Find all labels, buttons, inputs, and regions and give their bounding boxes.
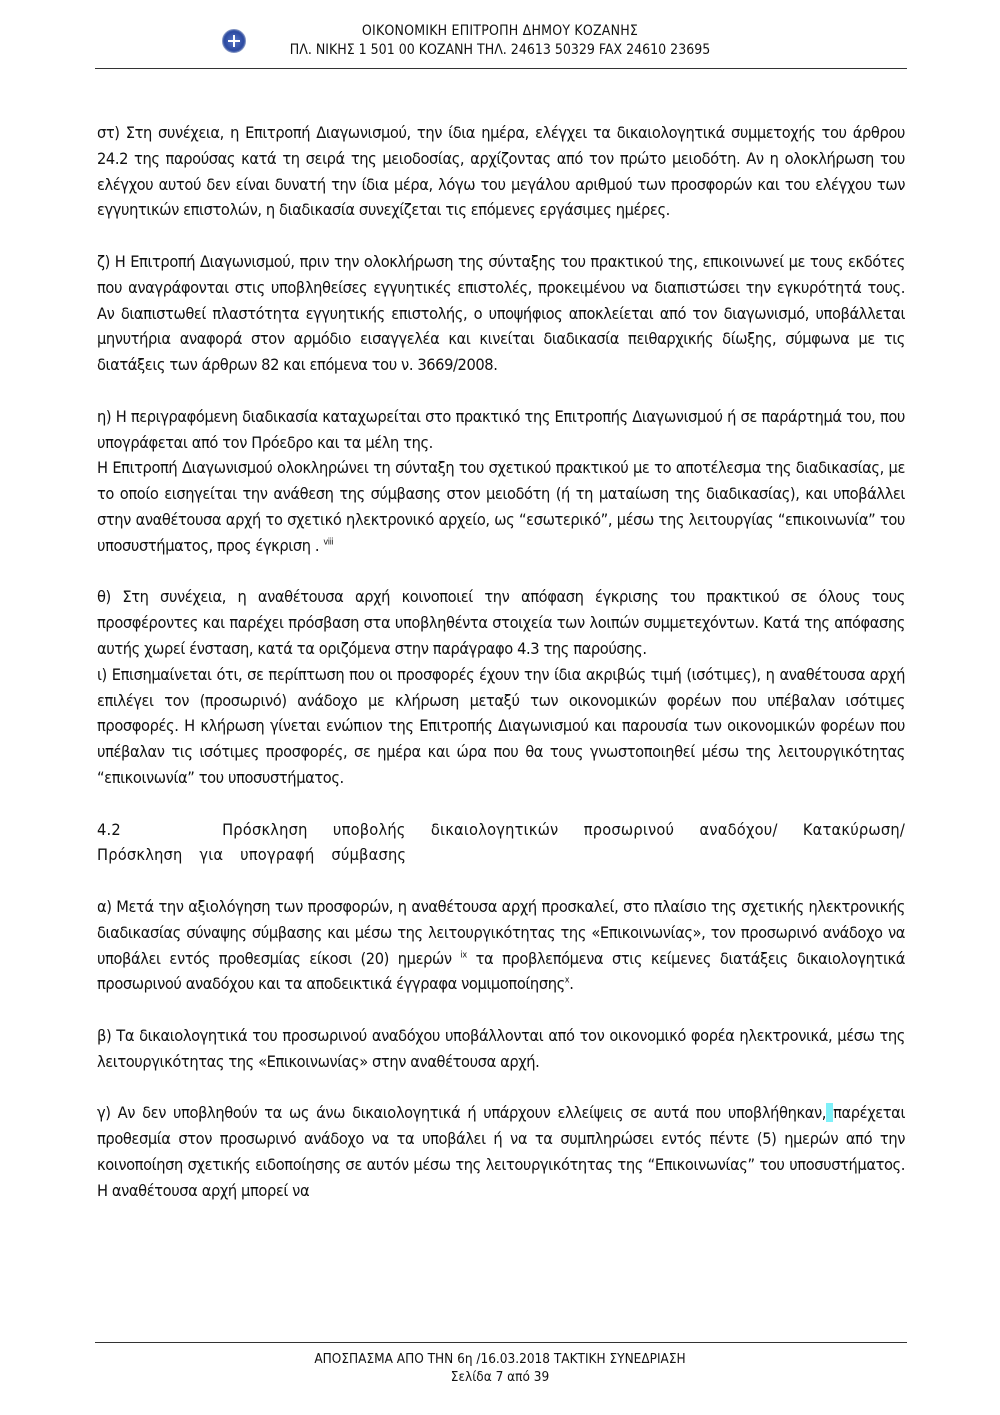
paragraph-th: θ) Στη συνέχεια, η αναθέτουσα αρχή κοινοποιεί την απόφαση έγκρισης του πρακτικού σε όλους τους προσφέροντες και παρέχει πρόσβαση στα υποβληθέντα στοιχεία των λοιπών συμμετεχόντων. Κατά της απόφασης αυτής χωρεί ένσταση, κατά τα οριζόμενα στην παράγραφο 4.3 της παρούσης. — [97, 587, 905, 658]
section-heading — [97, 817, 905, 869]
document-body — [97, 120, 905, 1203]
page-number: Σελίδα 7 από 39 — [450, 1369, 550, 1385]
paragraph-z: ζ) Η Επιτροπή Διαγωνισμού, πριν την ολοκλήρωση της σύνταξης του πρακτικού της, επικοινωνεί με τους εκδότες που αναγράφονται στις υποβληθείσες εγγυητικές επιστολές, προκειμένου να διαπιστώσει την εγκυρότητά τους. Αν διαπιστωθεί πλαστότητα εγγυητικής επιστολής, ο υποψήφιος αποκλείεται από τον διαγωνισμό, υποβάλλεται μηνυτήρια αναφορά στον αρμόδιο εισαγγελέα και κινείται διαδικασία πειθαρχικής δίωξης, σύμφωνα με τις διατάξεις των άρθρων 82 και επόμενα του ν. 3669/2008. — [97, 251, 905, 375]
header-organization: ΟΙΚΟΝΟΜΙΚΗ ΕΠΙΤΡΟΠΗ ΔΗΜΟΥ ΚΟΖΑΝΗΣ — [361, 23, 639, 39]
paragraph-i: ι) Επισημαίνεται ότι, σε περίπτωση που οι προσφορές έχουν την ίδια ακριβώς τιμή (ισότιμες), η αναθέτουσα αρχή επιλέγει τον (προσωρινό) ανάδοχο με κλήρωση μεταξύ των οικονομικών φορέων που υπέβαλαν ισότιμες προσφορές. Η κλήρωση γίνεται ενώπιον της Επιτροπής Διαγωνισμού και παρουσία των οικονομικών φορέων που υπέβαλαν τις ισότιμες προσφορές, σε ημέρα και ώρα που θα τους γνωστοποιηθεί μέσω της λειτουργικότητας “επικοινωνία” του υποσυστήματος. — [97, 664, 905, 787]
paragraph-st: στ) Στη συνέχεια, η Επιτροπή Διαγωνισμού, την ίδια ημέρα, ελέγχει τα δικαιολογητικά συμμετοχής του άρθρου 24.2 της παρούσας κατά τη σειρά της μειοδοσίας, αρχίζοντας από τον πρώτο μειοδότη. Αν η ολοκλήρωση του ελέγχου αυτού δεν είναι δυνατή την ίδια μέρα, λόγω του μεγάλου αριθμού των προσφορών και του ελέγχου των εγγυητικών επιστολών, η διαδικασία συνεχίζεται τις επόμενες εργάσιμες ημέρες. — [97, 123, 905, 220]
paragraph-g: γ) Αν δεν υποβληθούν τα ως άνω δικαιολογητικά ή υπάρχουν ελλείψεις σε αυτά που υποβλήθηκαν, παρέχεται προθεσμία στον προσωρινό ανάδοχο να τα υποβάλει ή να τα συμπληρώσει εντός πέντε (5) ημερών από την κοινοποίηση σχετικής ειδοποίησης σε αυτόν μέσω της λειτουργικότητας της “Επικοινωνίας” του υποσυστήματος. Η αναθέτουσα αρχή μπορεί να — [97, 1103, 905, 1200]
footer-meeting-info: ΑΠΟΣΠΑΣΜΑ ΑΠΟ ΤΗΝ 6η /16.03.2018 ΤΑΚΤΙΚΗ ΣΥΝΕΔΡΙΑΣΗ — [314, 1351, 686, 1367]
endnote-ref[interactable]: ix — [460, 950, 467, 961]
paragraph-b: β) Τα δικαιολογητικά του προσωρινού αναδόχου υποβάλλονται από τον οικονομικό φορέα ηλεκτρονικά, μέσω της λειτουργικότητας της «Επικοινωνίας» στην αναθέτουσα αρχή. — [97, 1025, 905, 1071]
paragraph-h1: η) Η περιγραφόμενη διαδικασία καταχωρείται στο πρακτικό της Επιτροπής Διαγωνισμού ή σε παράρτημά του, που υπογράφεται από τον Πρόεδρο και τα μέλη της. — [97, 406, 905, 452]
endnote-ref[interactable]: x — [564, 975, 570, 986]
header-address: ΠΛ. ΝΙΚΗΣ 1 501 00 ΚΟΖΑΝΗ ΤΗΛ. 24613 50329 FAX 24610 23695 — [289, 42, 711, 58]
section-number: 4.2 — [97, 819, 121, 839]
paragraph-a: α) Μετά την αξιολόγηση των προσφορών, η αναθέτουσα αρχή προσκαλεί, στο πλαίσιο της σχετικής ηλεκτρονικής διαδικασίας σύναψης σύμβασης και μέσω της λειτουργικότητας της «Επικοινωνίας», τον προσωρινό ανάδοχο να υποβάλει εντός προθεσμίας είκοσι (20) ημερών $^{ix}$ τα προβλεπόμενα στις κείμενες διατάξεις δικαιολογητικά προσωρινού αναδόχου και τα αποδεικτικά έγγραφα νομιμοποίησης$^x$. — [97, 896, 905, 994]
paragraph-h2: Η Επιτροπή Διαγωνισμού ολοκληρώνει τη σύνταξη του σχετικού πρακτικού με το αποτέλεσμα της διαδικασίας, με το οποίο εισηγείται την ανάθεση της σύμβασης στον μειοδότη (ή τη ματαίωση της διαδικασίας), και υποβάλλει στην αναθέτουσα αρχή το σχετικό ηλεκτρονικό αρχείο, ως “εσωτερικό”, μέσω της λειτουργίας “επικοινωνία” του υποσυστήματος, προς έγκριση . $^{viii}$ — [97, 458, 905, 555]
header-divider — [95, 68, 907, 69]
section-title: Πρόσκληση υποβολής δικαιολογητικών προσωρινού αναδόχου/ Κατακύρωση/ Πρόσκληση για υπογραφή σύμβασης — [97, 819, 905, 865]
endnote-ref[interactable]: viii — [323, 537, 334, 548]
footer-divider — [95, 1342, 907, 1343]
page-footer — [0, 1350, 1000, 1386]
